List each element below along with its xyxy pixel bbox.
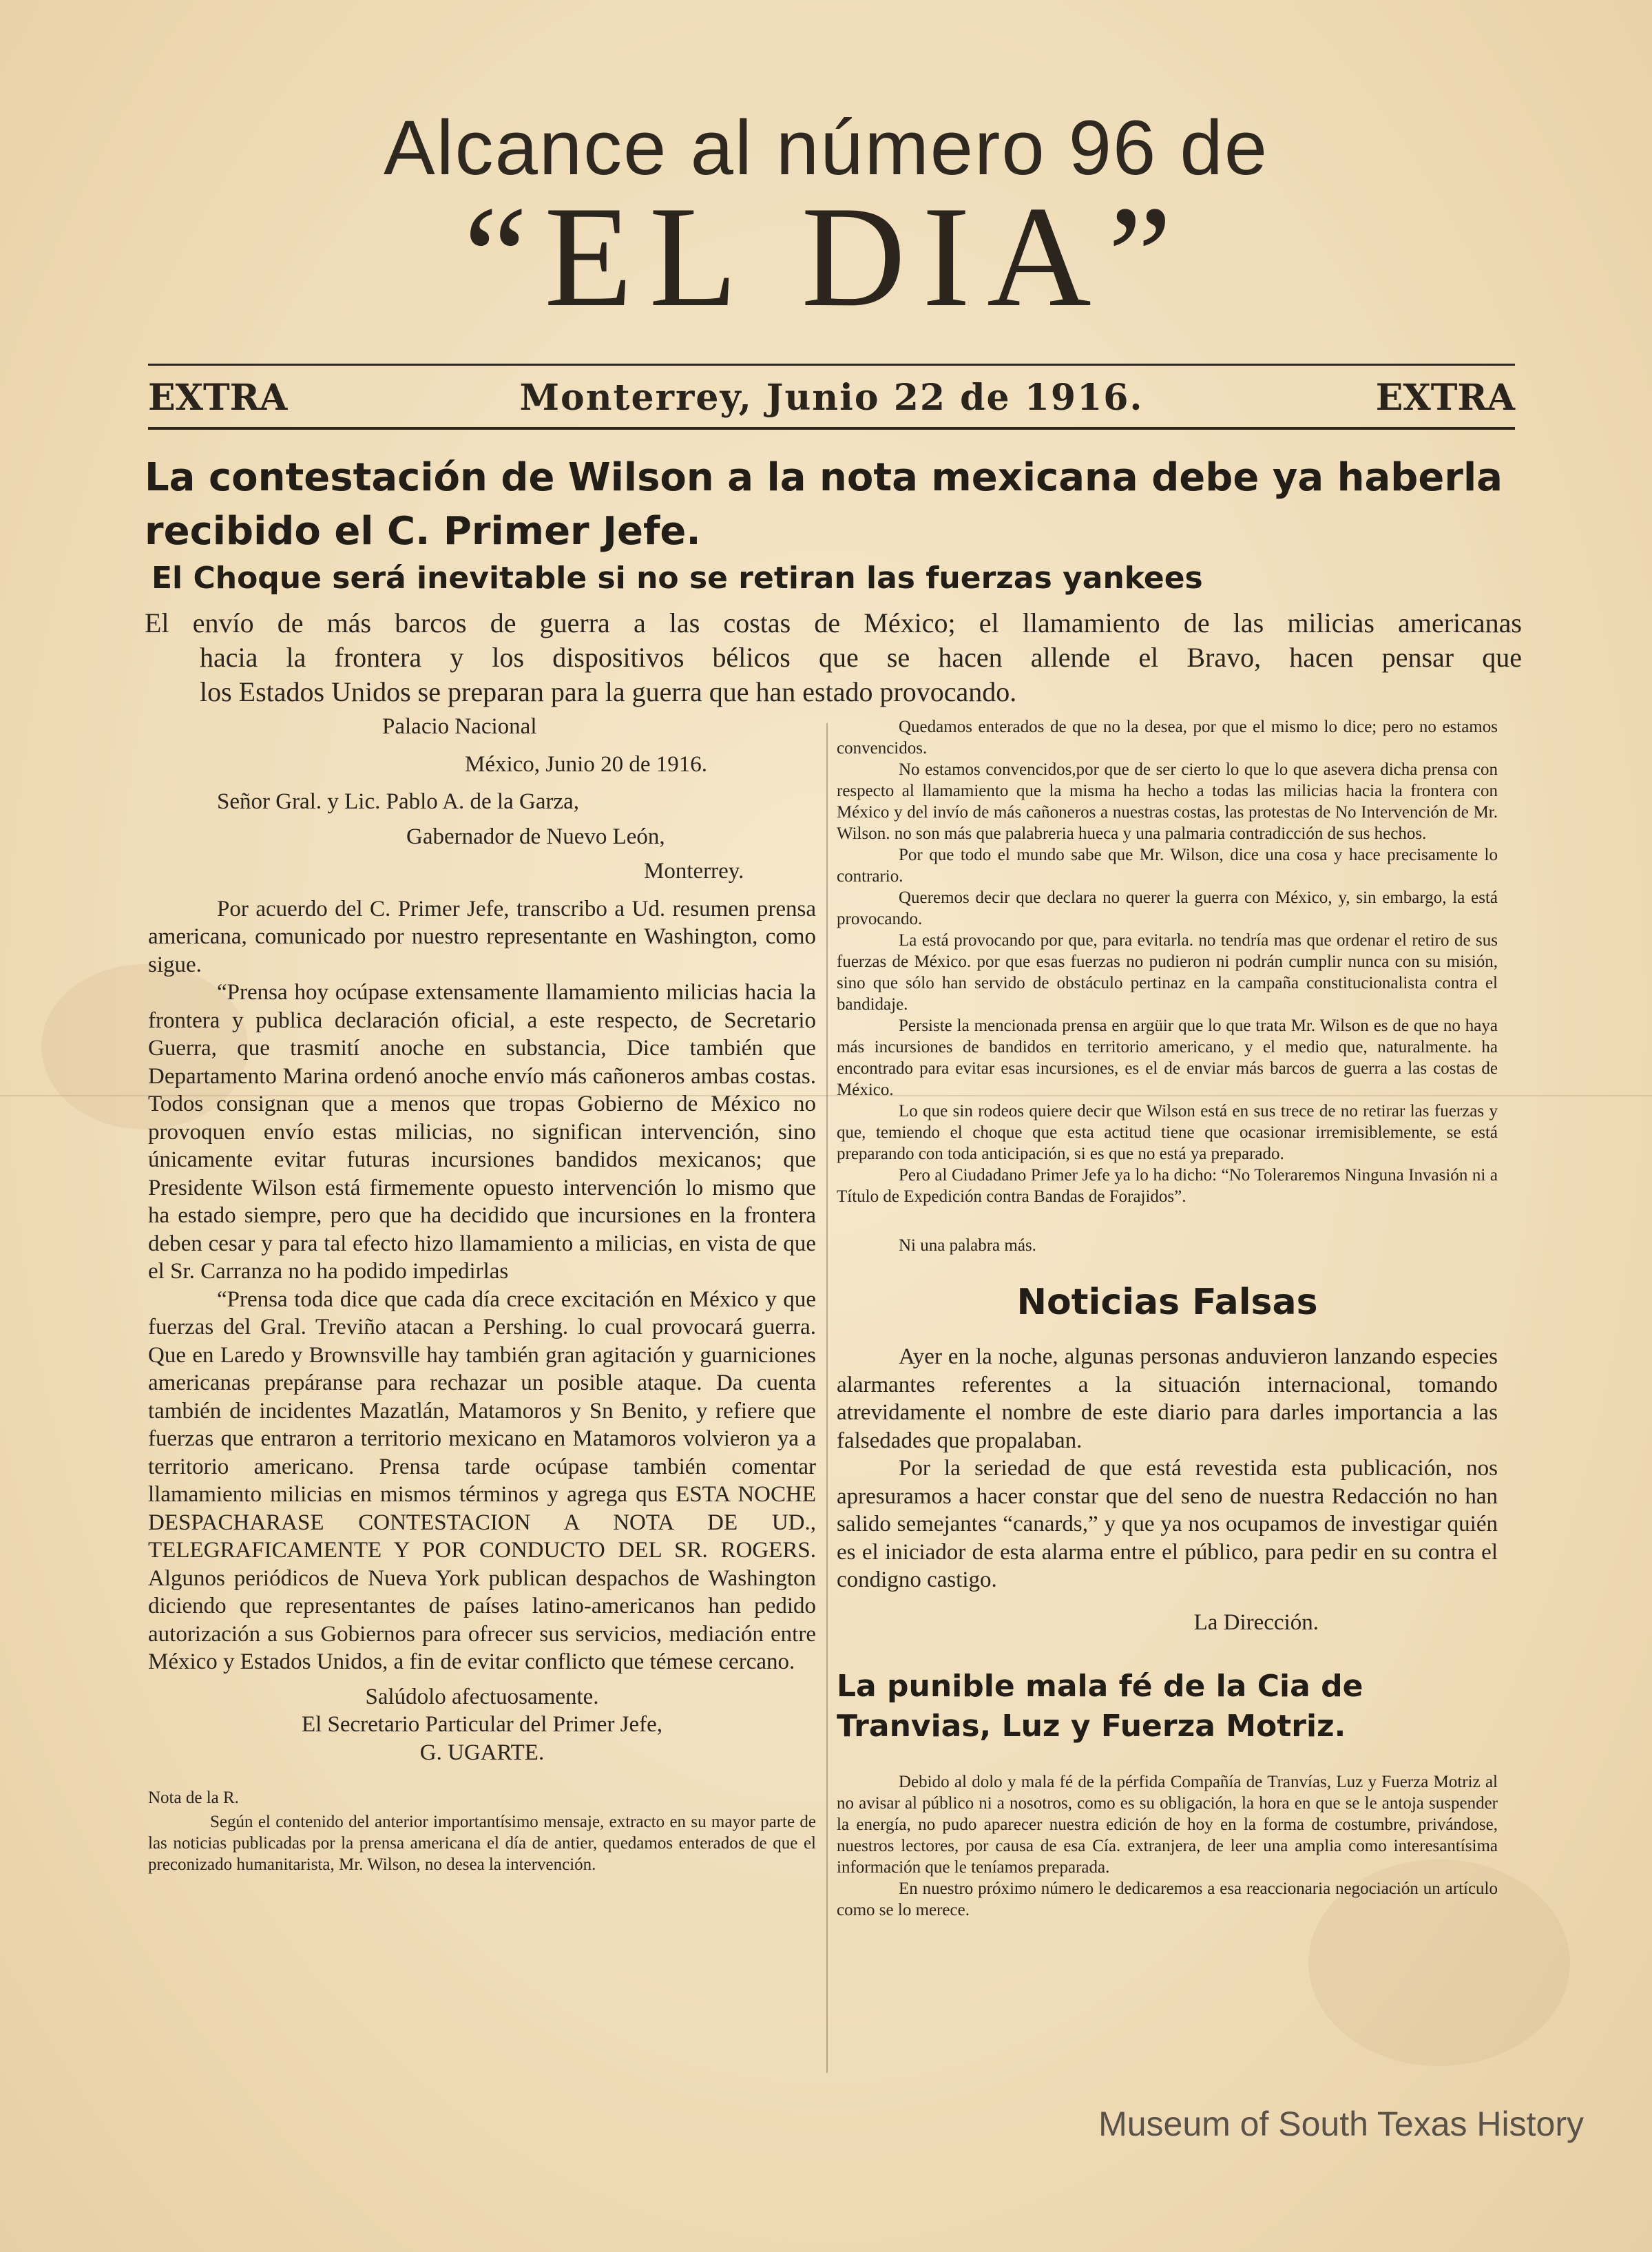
editorial-paragraph: Quedamos enterados de que no la desea, por que el mismo lo dice; pero no estamos convencidos. <box>837 718 1498 758</box>
letter-paragraph: Por acuerdo del C. Primer Jefe, transcribo a Ud. resumen prensa americana, comunicado por nuestro representante en Washington, como sigue. <box>148 896 816 977</box>
museum-watermark: Museum of South Texas History <box>1098 2105 1584 2143</box>
extra-label-right: EXTRA <box>1375 376 1515 419</box>
notice-paragraph: Ayer en la noche, algunas personas anduvieron lanzando especies alarmantes referentes a la situación internacional, tomando atrevidamente el nombre de este diario para darles importancia a las falsedades que propalaban. <box>837 1344 1498 1453</box>
addressee-line: Gabernador de Nuevo León, <box>406 824 665 849</box>
dateline-rule <box>148 427 1515 430</box>
masthead-title: “EL DIA” <box>463 177 1189 337</box>
editorial-paragraph: Queremos decir que declara no querer la guerra con México, y, sin embargo, la está provocando. <box>837 888 1498 928</box>
editorial-paragraph: No estamos convencidos,por que de ser cierto lo que lo que asevera dicha prensa con respecto al llamamiento que la misma ha hecho a todas las milicias hacia la frontera con México y del invío de más cañoneros a nuestras costas, las protestas de No Intervención de Mr. Wilson. no son más que palabreria hueca y una palmaria contradicción de sus hechos. <box>837 760 1498 843</box>
right-column <box>837 716 1498 1921</box>
masthead-rule <box>148 364 1515 366</box>
deck-line: hacia la frontera y los dispositivos bélicos que se hacen allende el Bravo, hacen pensar que <box>200 642 1522 673</box>
dateline: Monterrey, Junio 22 de 1916. <box>519 376 1144 419</box>
editorial-paragraph: Por que todo el mundo sabe que Mr. Wilson, dice una cosa y hace precisamente lo contrario. <box>837 846 1498 886</box>
section-headline-noticias-falsas: Noticias Falsas <box>1016 1282 1318 1323</box>
notice-signature: La Dirección. <box>1193 1609 1319 1635</box>
editorial-paragraph: Persiste la mencionada prensa en argüir que lo que trata Mr. Wilson es de que no haya más incursiones de bandidos en territorio americano, y el medio que, naturalmente. ha encontrado para evitar esas incursiones, es el de enviar más barcos de guerra a las costas de México. <box>837 1016 1498 1099</box>
left-column <box>148 713 816 1875</box>
sub-headline: El Choque será inevitable si no se retiran las fuerzas yankees <box>151 561 1203 596</box>
main-headline: La contestación de Wilson a la nota mexicana debe ya haberla recibido el C. Primer Jefe. <box>145 455 1503 554</box>
letter-signer: El Secretario Particular del Primer Jefe, <box>301 1712 663 1737</box>
letter-date: México, Junio 20 de 1916. <box>465 751 707 777</box>
editor-note-label: Nota de la R. <box>148 1789 239 1807</box>
tranvias-paragraph: Debido al dolo y mala fé de la pérfida Compañía de Tranvías, Luz y Fuerza Motriz al no avisar al público ni a nosotros, como es su obligación, la hora en que se le antoja suspender la energía, no pudo aparecer nuestra edición de hoy en la forma de costumbre, privándose, nuestros lectores, por causa de esa Cía. extranjera, de leer una amplia como interesantísima información que le teníamos preparada. <box>837 1772 1498 1877</box>
editorial-paragraph: Lo que sin rodeos quiere decir que Wilson está en sus trece de no retirar las fuerzas y que, temiendo el choque que esta actitud tiene que ocasionar irremisiblemente, se está preparando con toda anticipación, si es que no está ya preparado. <box>837 1102 1498 1163</box>
section-headline-tranvias: La punible mala fé de la Cia de Tranvias, Luz y Fuerza Motriz. <box>837 1668 1363 1744</box>
letter-closing: Salúdolo afectuosamente. <box>365 1684 599 1709</box>
editorial-closing-line: Ni una palabra más. <box>899 1236 1036 1255</box>
issue-supplement-line: Alcance al número 96 de <box>384 105 1268 191</box>
letter-place: Palacio Nacional <box>382 714 537 739</box>
notice-paragraph: Por la seriedad de que está revestida esta publicación, nos apresuramos a hacer constar que del seno de nuestra Redacción no han salido semejantes “canards,” y que ya nos ocupamos de investigar quién es el iniciador de esta alarma entre el público, para pedir en su contra el condigno castigo. <box>837 1456 1498 1592</box>
dateline-bar <box>148 373 1515 421</box>
letter-paragraph: “Prensa toda dice que cada día crece excitación en México y que fuerzas del Gral. Treviño atacan a Pershing. lo cual provocará guerra. Que en Laredo y Brownsville hay también gran agitación y guarniciones americanas prepáranse para rechazar un posible ataque. Da cuenta también de incidentes Mazatlán, Matamoros y Sn Benito, y refiere que fuerzas que entraron a territorio mexicano en Matamoros volvieron ya a territorio americano. Prensa tarde ocúpase también comentar llamamiento milicias en mismos términos y agrega qus ESTA NOCHE DESPACHARASE CONTESTACION A NOTA DE UD., TELEGRAFICAMENTE Y POR CONDUCTO DEL SR. ROGERS. Algunos periódicos de Nueva York publican despachos de Washington diciendo que representantes de países latino-americanos han pedido autorización a sus Gobiernos para ofrecer sus servicios, mediación entre México y Estados Unidos, a fin de evitar conflicto que témese cercano. <box>148 1286 816 1674</box>
tranvias-paragraph: En nuestro próximo número le dedicaremos a esa reaccionaria negociación un artículo como se lo merece. <box>837 1879 1498 1919</box>
extra-label-left: EXTRA <box>148 376 288 419</box>
editor-note: Según el contenido del anterior importantísimo mensaje, extracto en su mayor parte de las noticias publicadas por la prensa americana el día de antier, quedamos enterados de que el preconizado humanitarista, Mr. Wilson, no desea la intervención. <box>148 1813 816 1874</box>
addressee-line: Monterrey. <box>644 859 744 884</box>
letter-signer-name: G. UGARTE. <box>419 1740 545 1765</box>
deck <box>145 606 1522 709</box>
deck-line: El envío de más barcos de guerra a las costas de México; el llamamiento de las milicias americanas <box>145 607 1522 638</box>
editorial-paragraph: La está provocando por que, para evitarla. no tendría mas que ordenar el retiro de sus fuerzas de México. por que esas fuerzas no pudieron ni podrán cumplir nunca con su misión, sino que sólo han servido de obstáculo pertinaz en la campaña constitucionalista contra el bandidaje. <box>837 931 1498 1014</box>
addressee-line: Señor Gral. y Lic. Pablo A. de la Garza, <box>217 789 580 814</box>
deck-line: los Estados Unidos se preparan para la guerra que han estado provocando. <box>200 676 1017 707</box>
column-divider <box>826 723 828 2073</box>
editorial-paragraph: Pero al Ciudadano Primer Jefe ya lo ha dicho: “No Toleraremos Ninguna Invasión ni a Título de Expedición contra Bandas de Forajidos”. <box>837 1166 1498 1206</box>
letter-paragraph: “Prensa hoy ocúpase extensamente llamamiento milicias hacia la frontera y publica declaración oficial, a este respecto, de Secretario Guerra, que trasmití anoche en substancia, Dice también que Departamento Marina ordenó anoche envío más cañoneros ambas costas. Todos consignan que a menos que tropas Gobierno de México no provoquen envío estas milicias, no significan intervención, sino únicamente evitar futuras incursiones bandidos mexicanos; que Presidente Wilson está firmemente opuesto intervención lo mismo que ha estado siempre, pero que ha decidido que incursiones en la frontera deben cesar y para tal efecto hizo llamamiento a milicias, en vista de que el Sr. Carranza no ha podido impedirlas <box>148 980 816 1284</box>
